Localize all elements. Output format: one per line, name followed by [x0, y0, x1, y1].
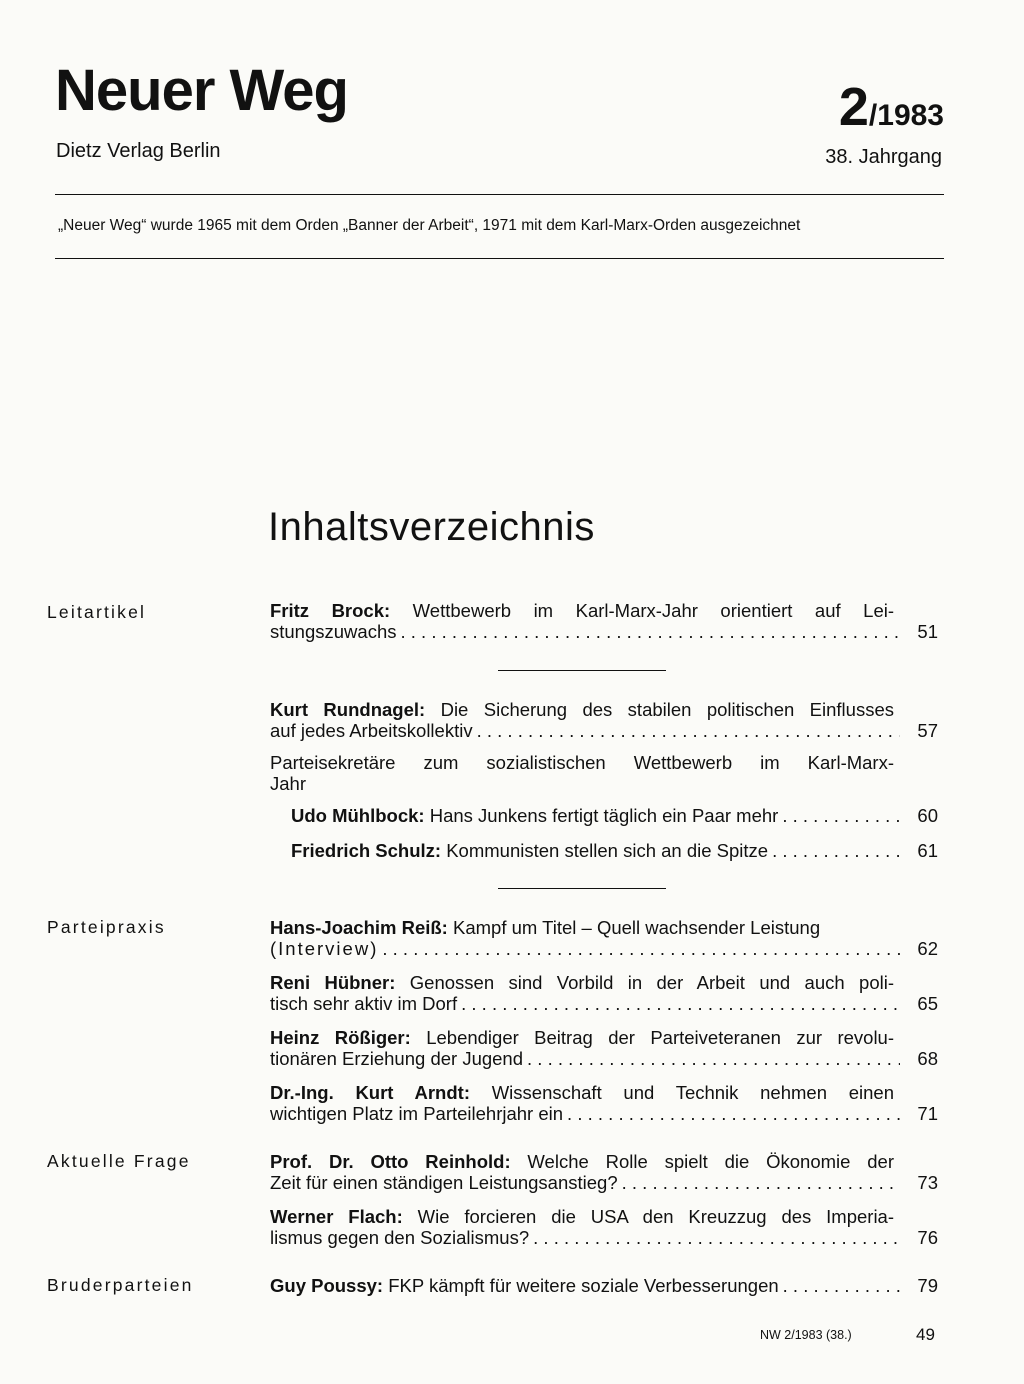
dot-leader [477, 720, 900, 741]
section-aktuelle-frage: Aktuelle Frage [47, 1151, 191, 1171]
group-intro-line1: Parteisekretäre zum sozialistischen Wettbewerb im Karl-Marx- [270, 752, 894, 773]
entry-title: Die Sicherung des stabilen politischen Einflusses [425, 699, 894, 720]
entry-author: Udo Mühlbock: [291, 805, 425, 826]
entry-page: 79 [917, 1275, 938, 1296]
toc-entry[interactable] [291, 840, 938, 861]
entry-title-cont: wichtigen Platz im Parteilehrjahr ein [270, 1103, 564, 1124]
publisher: Dietz Verlag Berlin [56, 140, 221, 162]
entry-title-cont: tisch sehr aktiv im Dorf [270, 993, 458, 1014]
entry-title: Genossen sind Vorbild in der Arbeit und auch poli- [395, 972, 894, 993]
entry-author: Reni Hübner: [270, 972, 396, 993]
toc-entry[interactable] [270, 1027, 938, 1069]
entry-title: Hans Junkens fertigt täglich ein Paar mehr [424, 805, 779, 826]
entry-title-cont: stungszuwachs [270, 621, 397, 642]
entry-title-cont: lismus gegen den Sozialismus? [270, 1227, 530, 1248]
entry-page: 68 [917, 1048, 938, 1069]
dot-leader [622, 1172, 900, 1193]
entry-title: Wettbewerb im Karl-Marx-Jahr orientiert auf Lei- [390, 600, 894, 621]
entry-page: 73 [917, 1172, 938, 1193]
toc-entry[interactable] [291, 805, 938, 826]
divider [498, 670, 666, 671]
entry-author: Prof. Dr. Otto Reinhold: [270, 1151, 511, 1172]
dot-leader [527, 1048, 900, 1069]
entry-title-cont: auf jedes Arbeitskollektiv [270, 720, 473, 741]
issue-number: 2 [838, 77, 869, 137]
entry-author: Kurt Rundnagel: [270, 699, 426, 720]
section-parteipraxis: Parteipraxis [47, 917, 166, 937]
entry-author: Hans-Joachim Reiß: [270, 917, 448, 938]
group-intro-line2: Jahr [270, 773, 306, 794]
section-leitartikel: Leitartikel [47, 602, 147, 622]
entry-author: Fritz Brock: [270, 600, 391, 621]
award-note: „Neuer Weg“ wurde 1965 mit dem Orden „Banner der Arbeit“, 1971 mit dem Karl-Marx-Orden ausgezeichnet [58, 217, 801, 234]
entry-title-cont: (Interview) [270, 938, 379, 959]
toc-entry[interactable] [270, 1082, 938, 1124]
toc-entry[interactable] [270, 917, 938, 959]
toc-entry[interactable] [270, 600, 938, 642]
entry-title: Kommunisten stellen sich an die Spitze [441, 840, 769, 861]
entry-author: Dr.-Ing. Kurt Arndt: [270, 1082, 470, 1103]
footer-page-number: 49 [916, 1325, 935, 1344]
entry-page: 65 [917, 993, 938, 1014]
volume: 38. Jahrgang [825, 146, 942, 168]
dot-leader [533, 1227, 900, 1248]
dot-leader [400, 621, 900, 642]
toc-entry[interactable] [270, 1151, 938, 1193]
entry-page: 51 [917, 621, 938, 642]
entry-page: 57 [917, 720, 938, 741]
group-intro [270, 752, 894, 794]
dot-leader [382, 938, 900, 959]
toc-entry[interactable] [270, 1206, 938, 1248]
entry-page: 60 [917, 805, 938, 826]
entry-author: Heinz Rößiger: [270, 1027, 411, 1048]
dot-leader [772, 840, 900, 861]
entry-title: Wissenschaft und Technik nehmen einen [469, 1082, 894, 1103]
dot-leader [783, 1275, 900, 1296]
entry-title: Lebendiger Beitrag der Parteiveteranen zur revolu- [410, 1027, 894, 1048]
entry-title-cont: tionären Erziehung der Jugend [270, 1048, 524, 1069]
section-bruderparteien: Bruderparteien [47, 1275, 194, 1295]
toc-entry[interactable] [270, 972, 938, 1014]
masthead-title: Neuer Weg [55, 58, 348, 123]
entry-title: Kampf um Titel – Quell wachsender Leistung [447, 917, 821, 938]
footer-reference: NW 2/1983 (38.) [760, 1328, 852, 1342]
entry-page: 62 [917, 938, 938, 959]
entry-author: Werner Flach: [270, 1206, 403, 1227]
award-rule [55, 258, 944, 259]
issue-label [838, 77, 944, 137]
dot-leader [461, 993, 900, 1014]
toc-entry[interactable] [270, 699, 938, 741]
issue-year: /1983 [868, 99, 944, 132]
entry-page: 71 [917, 1103, 938, 1124]
dot-leader [567, 1103, 900, 1124]
entry-title-cont: Zeit für einen ständigen Leistungsanstieg? [270, 1172, 618, 1193]
entry-author: Guy Poussy: [270, 1275, 384, 1296]
entry-title: Welche Rolle spielt die Ökonomie der [510, 1151, 894, 1172]
entry-title: Wie forcieren die USA den Kreuzzug des Imperia- [402, 1206, 894, 1227]
toc-heading: Inhaltsverzeichnis [268, 505, 595, 549]
divider [498, 888, 666, 889]
entry-page: 76 [917, 1227, 938, 1248]
entry-page: 61 [917, 840, 938, 861]
toc-entry[interactable] [270, 1275, 938, 1296]
entry-author: Friedrich Schulz: [291, 840, 442, 861]
dot-leader [782, 805, 900, 826]
top-rule [55, 194, 944, 195]
entry-title: FKP kämpft für weitere soziale Verbesserungen [383, 1275, 779, 1296]
